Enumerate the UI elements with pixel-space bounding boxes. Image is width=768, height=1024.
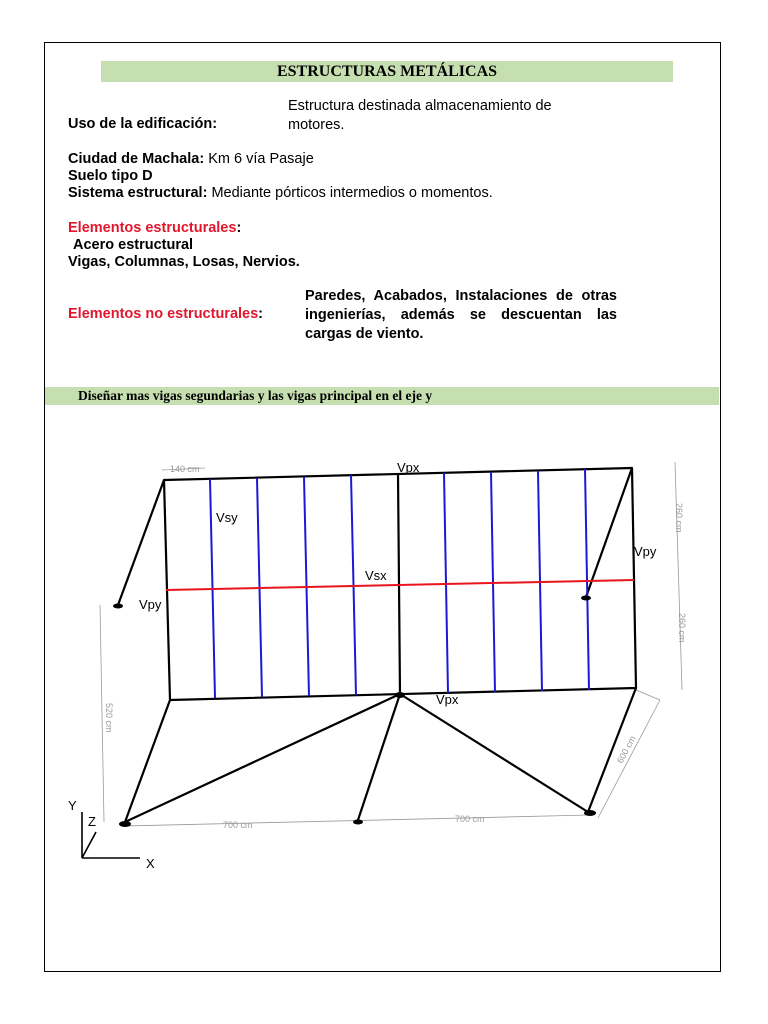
elementos-colon: : xyxy=(236,220,242,236)
center-beam-vpx xyxy=(398,474,400,694)
label-vpx-top: Vpx xyxy=(397,460,420,475)
label-vsy: Vsy xyxy=(216,510,238,525)
dim-700-left: 700 cm xyxy=(223,820,253,830)
no-estructurales-colon: : xyxy=(258,306,264,322)
support-pad xyxy=(353,820,363,825)
label-vsx: Vsx xyxy=(365,568,387,583)
dim-520: 520 cm xyxy=(104,703,114,733)
dim-260-top: 260 cm xyxy=(674,503,684,533)
axis-y-label: Y xyxy=(68,798,77,813)
ciudad-label: Ciudad de Machala: xyxy=(68,151,205,167)
label-vpx-bottom: Vpx xyxy=(436,692,459,707)
axis-z-label: Z xyxy=(88,814,96,829)
dim-line-520 xyxy=(100,605,104,822)
support-pad xyxy=(119,821,131,827)
column-left-back xyxy=(118,480,164,605)
sistema-label: Sistema estructural: xyxy=(68,185,208,201)
dim-line-260 xyxy=(675,462,682,690)
uso-value-line1: Estructura destinada almacenamiento de xyxy=(288,98,552,114)
dim-260-bottom: 260 cm xyxy=(677,613,687,643)
section-heading-text: Diseñar mas vigas segundarias y las vigas principal en el eje y xyxy=(78,388,433,403)
support-pad xyxy=(584,810,596,816)
dim-140: 140 cm xyxy=(170,464,200,474)
support-pad xyxy=(113,604,123,609)
document-title: ESTRUCTURAS METÁLICAS xyxy=(101,61,673,82)
acero-line: Acero estructural xyxy=(73,237,194,253)
axis-x-label: X xyxy=(146,856,155,871)
dim-700-right: 700 cm xyxy=(455,814,485,824)
sistema-value: Mediante pórticos intermedios o momentos. xyxy=(207,185,493,201)
uso-label: Uso de la edificación: xyxy=(68,116,218,132)
label-vpy-left: Vpy xyxy=(139,597,162,612)
vigas-line: Vigas, Columnas, Losas, Nervios. xyxy=(68,254,300,270)
elementos-estructurales-label: Elementos estructurales xyxy=(68,220,237,236)
uso-value-line2: motores. xyxy=(288,117,345,133)
brace-right xyxy=(400,694,588,812)
dim-line-600-b xyxy=(598,700,660,818)
no-estructurales-value: Paredes, Acabados, Instalaciones de otras ingenierías, además se descuentan las cargas de viento. xyxy=(305,288,617,342)
dim-line-600-a xyxy=(636,690,660,700)
support-pad xyxy=(581,596,591,601)
secondary-beam xyxy=(585,469,589,690)
dim-600: 600 cm xyxy=(614,734,638,765)
no-estructurales-label: Elementos no estructurales xyxy=(68,306,259,322)
support-pad xyxy=(395,692,405,698)
ciudad-value: Km 6 vía Pasaje xyxy=(204,151,314,167)
column-right-back xyxy=(586,468,632,597)
label-vpy-right: Vpy xyxy=(634,544,657,559)
column-center xyxy=(358,694,400,820)
suelo-line: Suelo tipo D xyxy=(68,168,153,184)
